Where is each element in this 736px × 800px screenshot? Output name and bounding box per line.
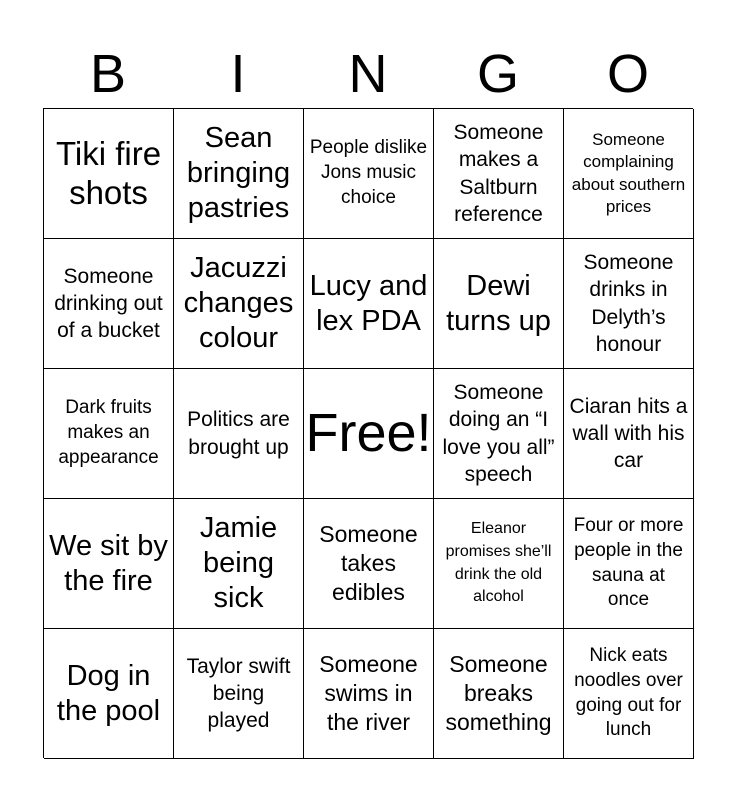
header-letter-g: G [476,44,519,104]
cell-text: Taylor swift being played [186,654,291,733]
bingo-cell[interactable] [44,499,174,629]
free-space-cell[interactable] [304,369,434,499]
cell-text: Someone drinking out of a bucket [54,264,163,343]
bingo-cell[interactable] [174,629,304,759]
cell-text: Four or more people in the sauna at once [573,515,684,611]
bingo-cell[interactable] [174,239,304,369]
bingo-grid [43,108,693,758]
bingo-cell[interactable] [174,499,304,629]
cell-text: People dislike Jons music choice [309,137,428,208]
bingo-cell[interactable] [304,499,434,629]
bingo-cell[interactable] [564,629,694,759]
bingo-cell[interactable] [564,239,694,369]
cell-text: Dewi turns up [446,269,551,337]
bingo-cell[interactable] [434,629,564,759]
bingo-cell[interactable] [564,499,694,629]
cell-text: Someone takes edibles [319,521,418,605]
cell-text: Someone drinks in Delyth’s honour [583,250,674,356]
bingo-cell[interactable] [44,629,174,759]
bingo-cell[interactable] [434,109,564,239]
cell-text: Dark fruits makes an appearance [58,397,159,468]
cell-text: Someone swims in the river [319,651,418,735]
cell-text: Eleanor promises she’ll drink the old alcohol [445,520,552,606]
cell-text: Ciaran hits a wall with his car [569,394,688,473]
bingo-cell[interactable] [304,629,434,759]
header-letter-b: B [89,44,127,104]
header-letter-o: O [606,44,649,104]
bingo-cell[interactable] [434,239,564,369]
cell-text: Politics are brought up [187,408,290,459]
cell-text: Sean bringing pastries [186,122,291,224]
bingo-cell[interactable] [434,499,564,629]
cell-text: Lucy and lex PDA [309,269,428,337]
bingo-cell[interactable] [44,239,174,369]
bingo-cell[interactable] [564,109,694,239]
cell-text: Someone makes a Saltburn reference [453,120,544,226]
bingo-cell[interactable] [304,239,434,369]
bingo-cell[interactable] [434,369,564,499]
cell-text: Tiki fire shots [55,134,162,211]
bingo-cell[interactable] [174,109,304,239]
bingo-cell[interactable] [564,369,694,499]
bingo-cell[interactable] [44,109,174,239]
header-letter-n: N [348,44,388,104]
bingo-header [43,40,693,108]
free-space-text: Free! [305,402,432,463]
bingo-cell[interactable] [174,369,304,499]
bingo-cell[interactable] [304,109,434,239]
cell-text: Someone complaining about southern prices [571,130,686,216]
cell-text: Someone doing an “I love you all” speech [442,380,555,486]
cell-text: Dog in the pool [56,659,161,727]
header-letter-i: I [230,44,246,104]
cell-text: Jacuzzi changes colour [183,252,294,354]
cell-text: Someone breaks something [445,651,552,735]
bingo-cell[interactable] [44,369,174,499]
cell-text: Jamie being sick [199,512,278,614]
cell-text: We sit by the fire [49,529,168,597]
cell-text: Nick eats noodles over going out for lunch [574,645,683,741]
